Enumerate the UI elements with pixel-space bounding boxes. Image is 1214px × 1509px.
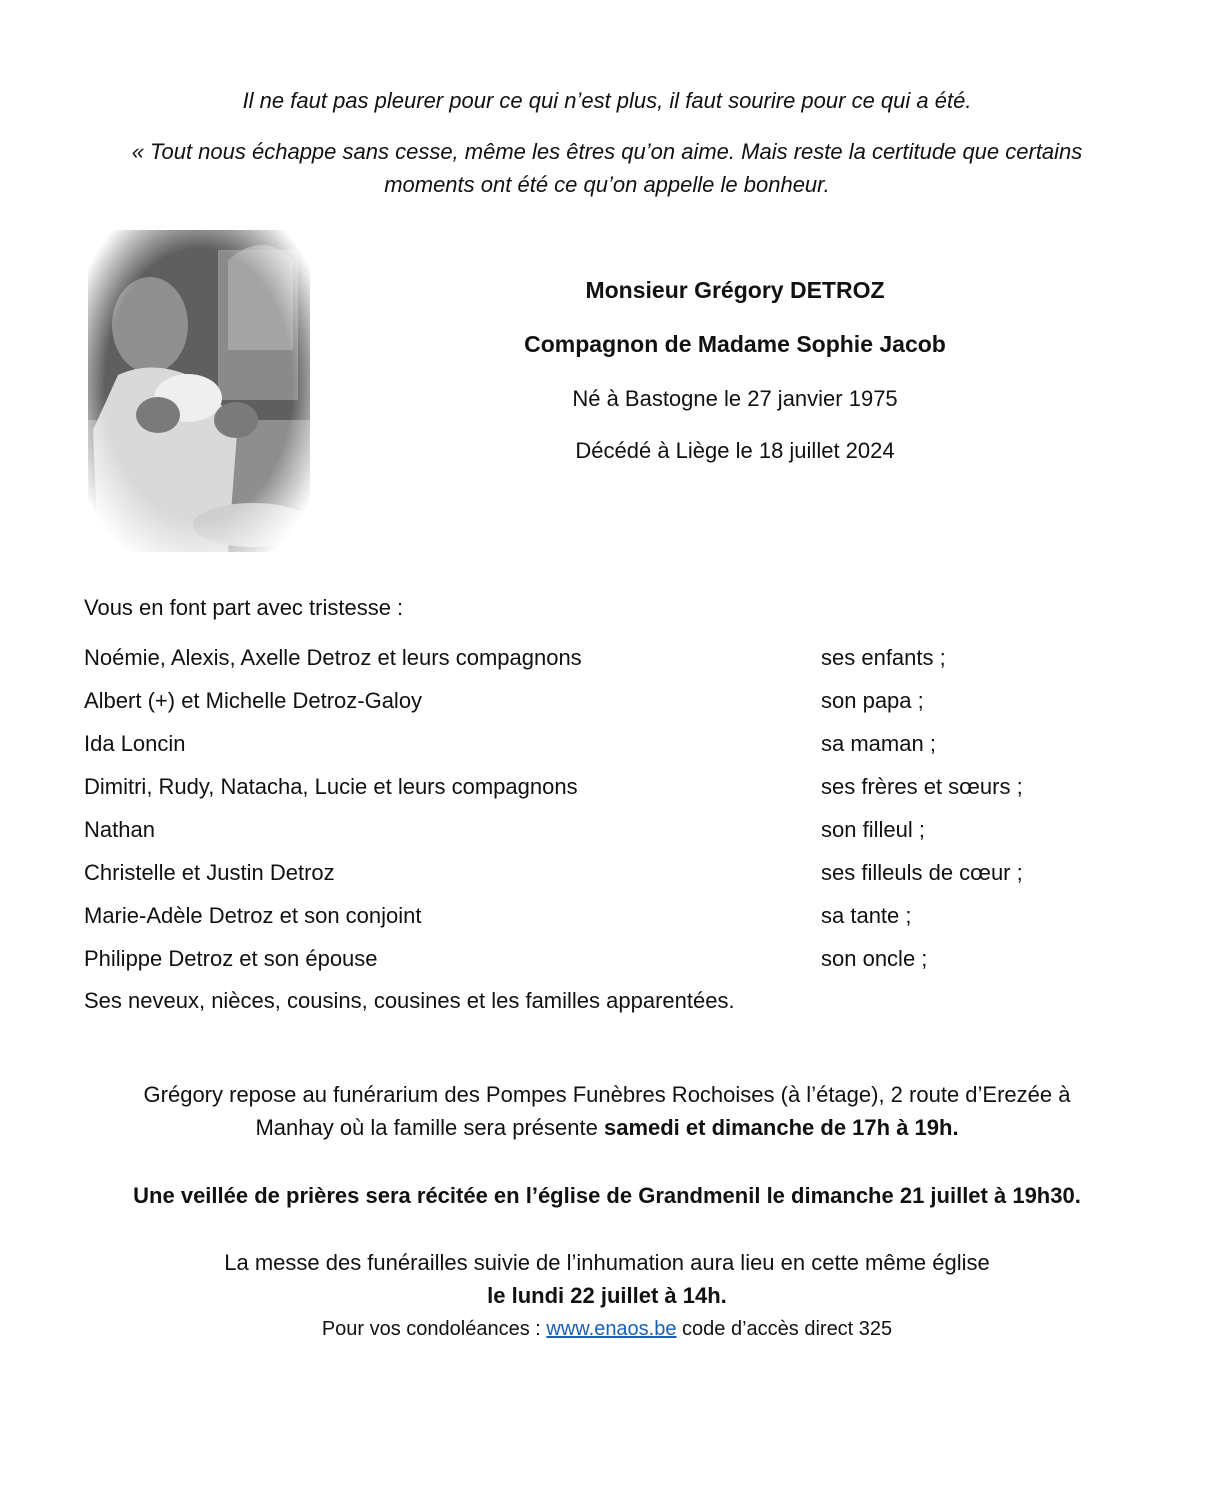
mass-info <box>100 1246 1114 1312</box>
family-row <box>84 860 1144 903</box>
condolences-prefix: Pour vos condoléances : <box>321 1318 547 1340</box>
family-names: Ida Loncin <box>84 731 186 756</box>
quote-line-2 <box>80 135 1134 201</box>
family-row <box>84 688 1144 731</box>
family-relation: ses filleuls de cœur ; <box>821 860 1023 885</box>
family-names: Christelle et Justin Detroz <box>84 860 335 885</box>
quote-line-2b: moments ont été ce qu’on appelle le bonheur. <box>384 172 830 197</box>
family-relation: son filleul ; <box>821 817 925 842</box>
family-relation: ses enfants ; <box>821 645 946 670</box>
condolences-line <box>100 1313 1114 1346</box>
deceased-companion: Compagnon de Madame Sophie Jacob <box>524 331 946 357</box>
repose-info <box>100 1078 1114 1144</box>
family-row <box>84 946 1144 989</box>
family-row <box>84 903 1144 946</box>
condolences-suffix: code d’accès direct 325 <box>676 1318 893 1340</box>
quote-line-1: Il ne faut pas pleurer pour ce qui n’est plus, il faut sourire pour ce qui a été. <box>242 88 972 113</box>
repose-hours: samedi et dimanche de 17h à 19h. <box>603 1115 959 1140</box>
condolences-link[interactable]: www.enaos.be <box>546 1318 677 1340</box>
death-info: Décédé à Liège le 18 juillet 2024 <box>575 438 895 463</box>
family-list <box>84 645 1144 989</box>
family-names: Philippe Detroz et son épouse <box>84 946 378 971</box>
deceased-name: Monsieur Grégory DETROZ <box>585 277 885 303</box>
family-row <box>84 731 1144 774</box>
family-names: Marie-Adèle Detroz et son conjoint <box>84 903 422 928</box>
family-names: Nathan <box>84 817 155 842</box>
family-row <box>84 774 1144 817</box>
family-names: Dimitri, Rudy, Natacha, Lucie et leurs compagnons <box>84 774 578 799</box>
vigil-info: Une veillée de prières sera récitée en l’église de Grandmenil le dimanche 21 juillet à 19h30. <box>133 1183 1081 1208</box>
mass-line: La messe des funérailles suivie de l’inhumation aura lieu en cette même église <box>224 1250 990 1275</box>
family-names: Albert (+) et Michelle Detroz-Galoy <box>84 688 423 713</box>
family-relation: son oncle ; <box>821 946 928 971</box>
family-names: Noémie, Alexis, Axelle Detroz et leurs compagnons <box>84 645 582 670</box>
birth-info: Né à Bastogne le 27 janvier 1975 <box>572 386 898 411</box>
quote-line-2a: « Tout nous échappe sans cesse, même les êtres qu’on aime. Mais reste la certitude que certains <box>131 139 1083 164</box>
portrait-photo <box>88 230 310 552</box>
mass-date: le lundi 22 juillet à 14h. <box>487 1283 727 1308</box>
family-row <box>84 645 1144 688</box>
family-relation: sa maman ; <box>821 731 936 756</box>
family-relation: son papa ; <box>821 688 924 713</box>
family-relation: ses frères et sœurs ; <box>821 774 1023 799</box>
repose-line-2: Manhay où la famille sera présente <box>255 1115 604 1140</box>
family-relation: sa tante ; <box>821 903 912 928</box>
family-closing: Ses neveux, nièces, cousins, cousines et les familles apparentées. <box>84 988 735 1013</box>
family-intro: Vous en font part avec tristesse : <box>84 595 404 620</box>
repose-line-1: Grégory repose au funérarium des Pompes Funèbres Rochoises (à l’étage), 2 route d’Erezée à <box>143 1082 1071 1107</box>
family-row <box>84 817 1144 860</box>
